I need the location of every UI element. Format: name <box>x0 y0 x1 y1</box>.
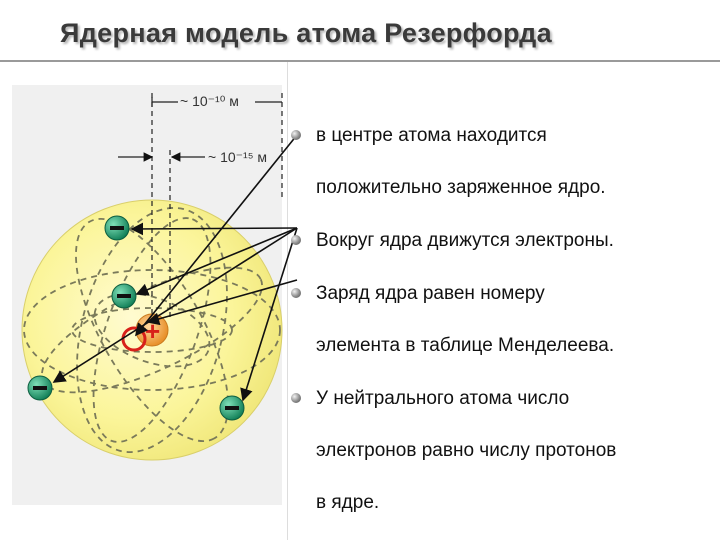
nucleus-plus-sign: + <box>145 316 161 346</box>
fact-item-nucleus: в центре атома находится положительно заряженное ядро. <box>290 110 710 214</box>
atom-size-label: ~ 10⁻¹⁰ м <box>180 93 239 109</box>
fact-item-neutral-atom: У нейтрального атома число электронов равно числу протонов в ядре. <box>290 373 710 529</box>
fact-item-charge: Заряд ядра равен номеру элемента в таблице Менделеева. <box>290 268 710 372</box>
electron-2 <box>112 284 136 308</box>
bullet-icon <box>291 235 301 245</box>
bullet-icon <box>291 393 301 403</box>
fact-list <box>290 110 710 530</box>
bullet-icon <box>291 130 301 140</box>
electron-1 <box>105 216 129 240</box>
electron-3 <box>28 376 52 400</box>
slide-title: Ядерная модель атома Резерфорда <box>60 18 552 48</box>
fact-item-electrons: Вокруг ядра движутся электроны. <box>290 215 710 267</box>
nucleus-size-label: ~ 10⁻¹⁵ м <box>208 149 268 165</box>
bullet-icon <box>291 288 301 298</box>
electron-4 <box>220 396 244 420</box>
